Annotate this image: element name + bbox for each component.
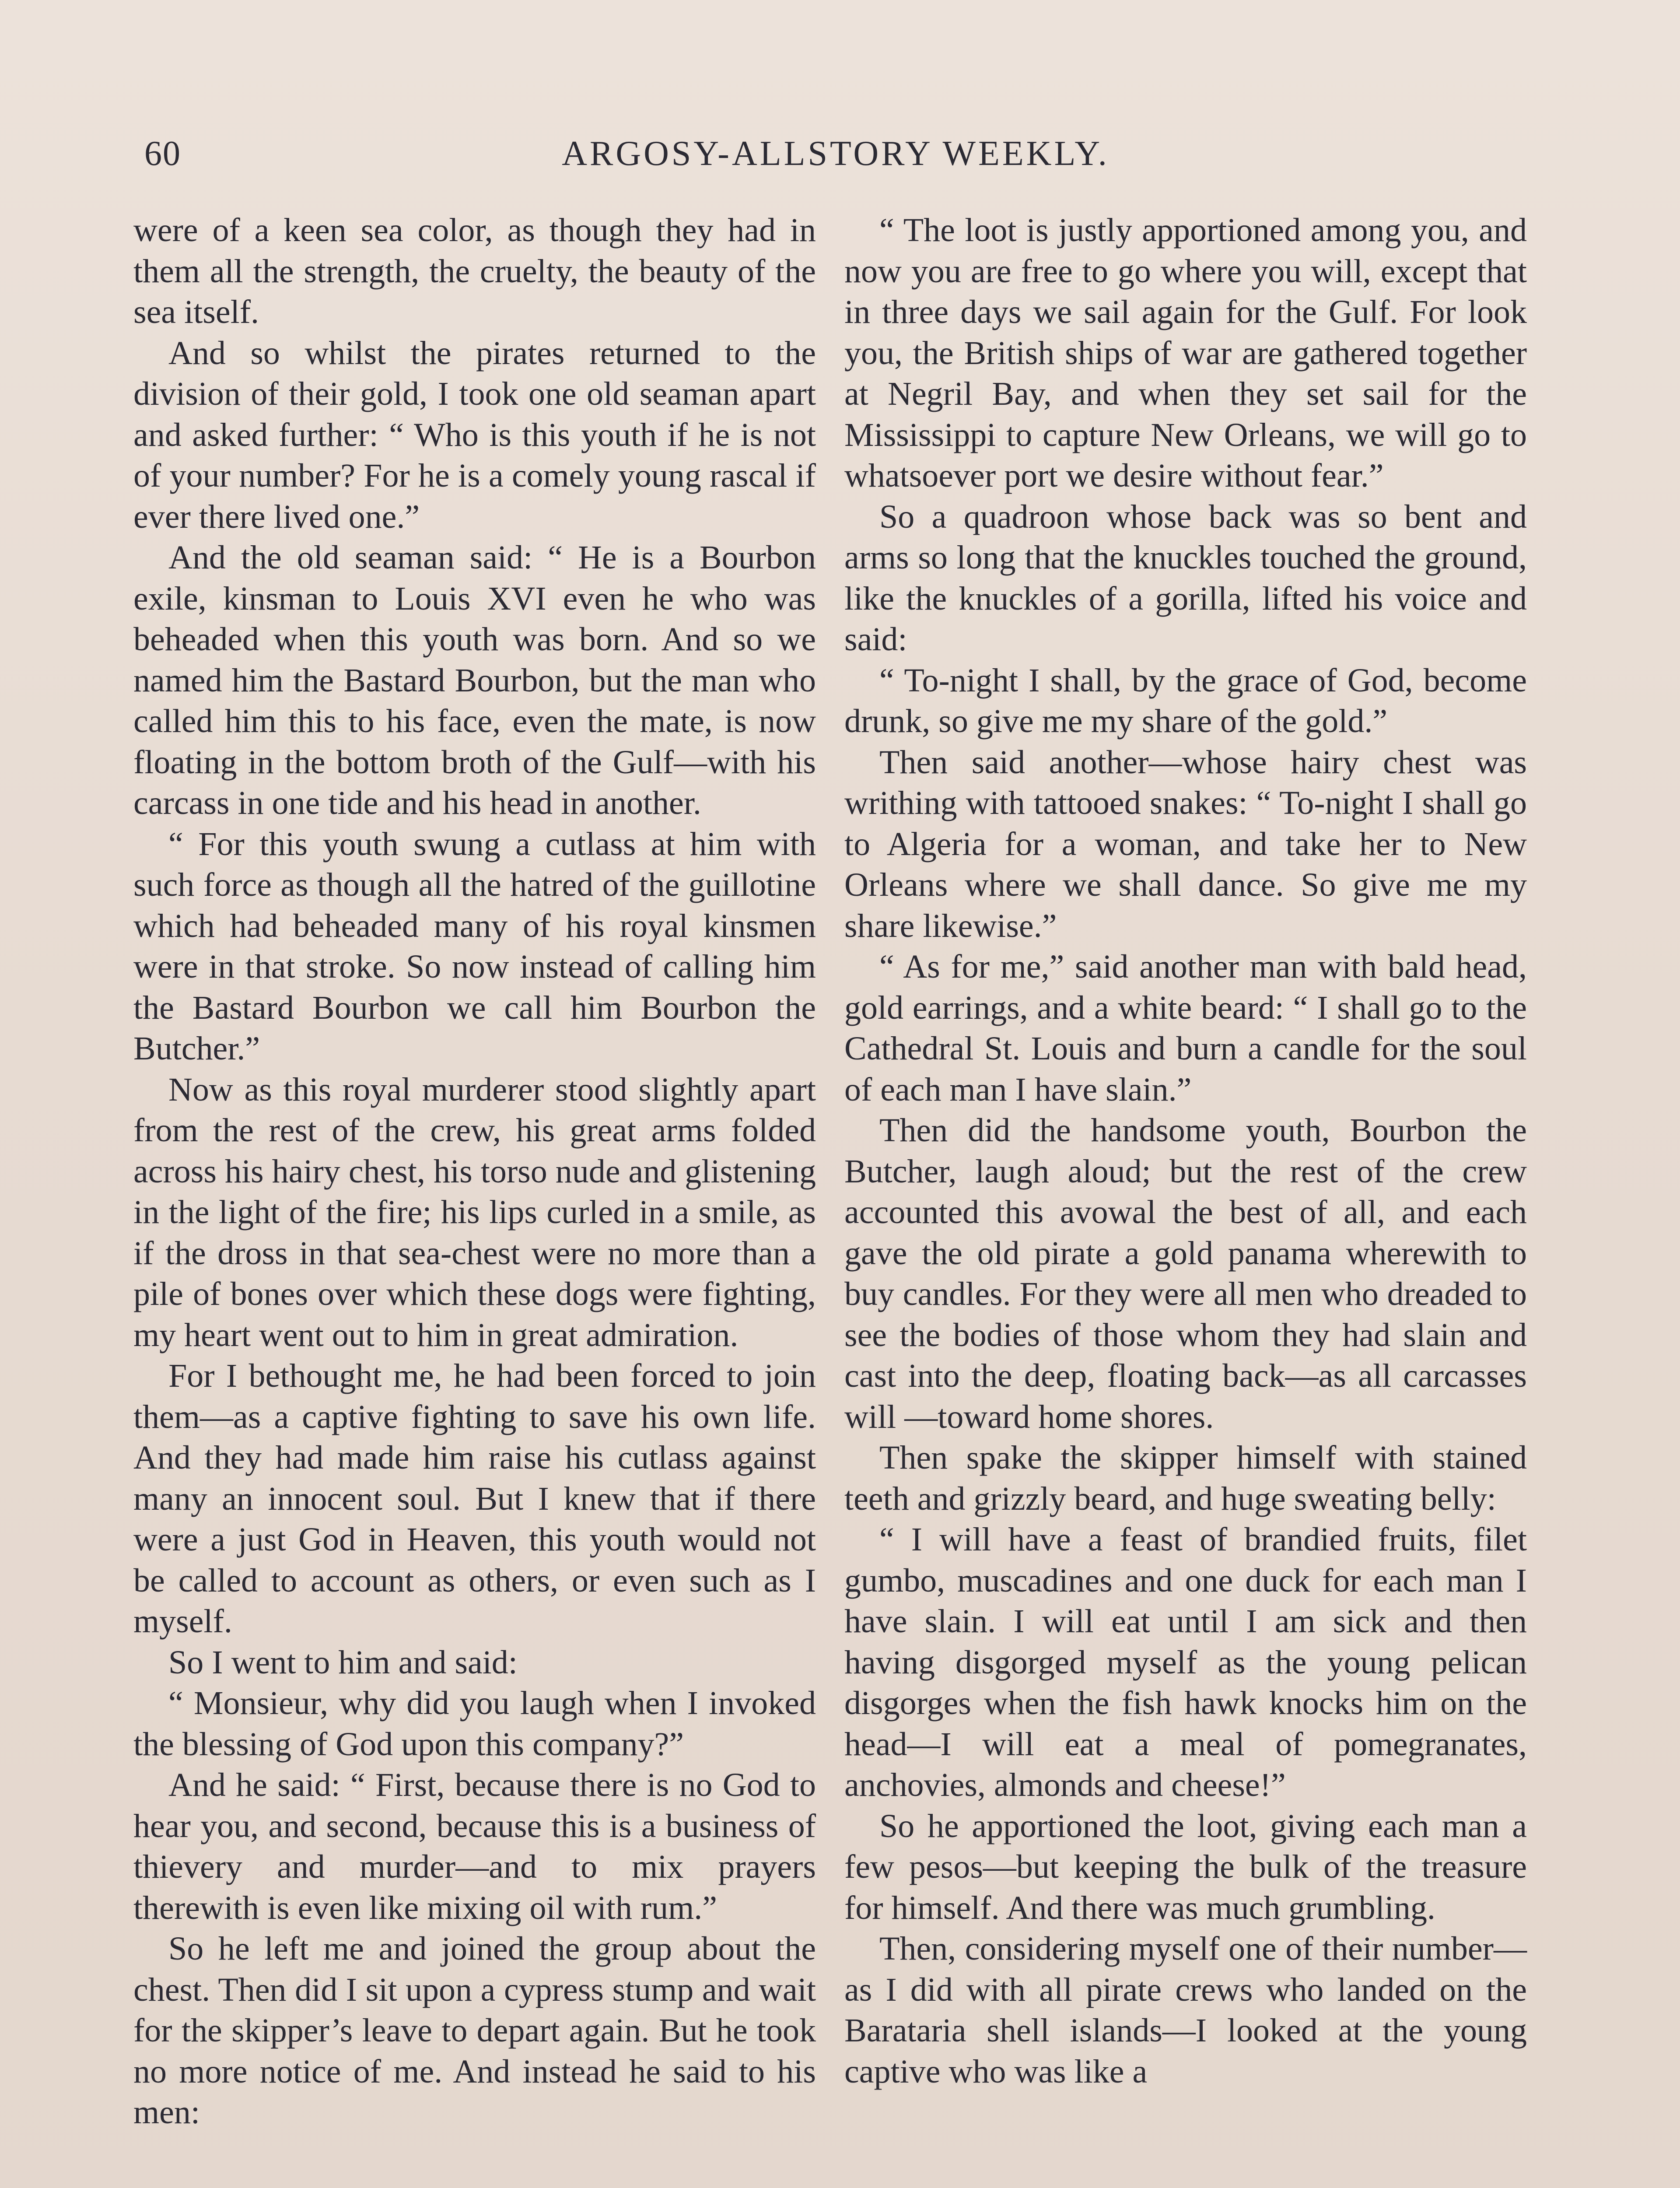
paragraph: And so whilst the pirates returned to the division of their gold, I took one old seaman apart and asked further: “ Who is this youth if he is not of your number? For he is a comely young rascal if ever there lived one.” <box>133 334 816 535</box>
paragraph: were of a keen sea color, as though they had in them all the strength, the cruelty, the beauty of the sea itself. <box>133 212 816 330</box>
paragraph: Then spake the skipper himself with stained teeth and grizzly beard, and huge sweating belly: <box>844 1439 1527 1517</box>
paragraph: Then did the handsome youth, Bourbon the Butcher, laugh aloud; but the rest of the crew accounted this avowal the best of all, and each gave the old pirate a gold panama wherewith to buy candles. For they were all men who dreaded to see the bodies of those whom they had slain and cast into the deep, floating back—as all carcasses will —toward home shores. <box>844 1112 1527 1435</box>
paragraph: For I bethought me, he had been forced to join them—as a captive fighting to save his own life. And they had made him raise his cutlass against many an innocent soul. But I knew that if there were a just God in Heaven, this youth would not be called to account as others, or even such as I myself. <box>133 1357 816 1640</box>
paragraph: “ To-night I shall, by the grace of God, become drunk, so give me my share of the gold.” <box>844 662 1527 740</box>
paragraph: Then said another—whose hairy chest was writhing with tattooed snakes: “ To-night I shall go to Algeria for a woman, and take her to New Orleans where we shall dance. So give me my share likewise.” <box>844 743 1527 944</box>
paragraph: “ I will have a feast of brandied fruits, filet gumbo, muscadines and one duck for each man I have slain. I will eat until I am sick and then having disgorged myself as the young pelican disgorges when the fish hawk knocks him on the head—I will eat a meal of pomegranates, anchovies, almonds and cheese!” <box>844 1521 1527 1803</box>
paragraph: Then, considering myself one of their number—as I did with all pirate crews who landed on the Barataria shell islands—I looked at the young captive who was like a <box>844 1930 1527 2090</box>
paragraph: So a quadroon whose back was so bent and arms so long that the knuckles touched the ground, like the knuckles of a gorilla, lifted his voice and said: <box>844 498 1527 658</box>
right-column <box>844 210 1527 2092</box>
page-number: 60 <box>144 134 181 173</box>
paragraph: “ Monsieur, why did you laugh when I invoked the blessing of God upon this company?” <box>133 1685 816 1763</box>
paragraph: “ The loot is justly apportioned among you, and now you are free to go where you will, except that in three days we sail again for the Gulf. For look you, the British ships of war are gathered together at Negril Bay, and when they set sail for the Mississippi to capture New Orleans, we will go to whatsoever port we desire without fear.” <box>844 212 1527 494</box>
paragraph: And the old seaman said: “ He is a Bourbon exile, kinsman to Louis XVI even he who was beheaded when this youth was born. And so we named him the Bastard Bourbon, but the man who called him this to his face, even the mate, is now floating in the bottom broth of the Gulf—with his carcass in one tide and his head in another. <box>133 539 816 821</box>
paragraph: And he said: “ First, because there is no God to hear you, and second, because this is a business of thievery and murder—and to mix prayers therewith is even like mixing oil with rum.” <box>133 1767 816 1926</box>
paragraph: “ As for me,” said another man with bald head, gold earrings, and a white beard: “ I shall go to the Cathedral St. Louis and burn a candle for the soul of each man I have slain.” <box>844 948 1527 1108</box>
paragraph: So I went to him and said: <box>168 1644 518 1681</box>
paragraph: So he left me and joined the group about the chest. Then did I sit upon a cypress stump and wait for the skipper’s leave to depart again. But he took no more notice of me. And instead he said to his men: <box>133 1930 816 2131</box>
page-header <box>144 130 1527 178</box>
paragraph: So he apportioned the loot, giving each man a few pesos—but keeping the bulk of the treasure for himself. And there was much grumbling. <box>844 1807 1527 1926</box>
paragraph: Now as this royal murderer stood slightly apart from the rest of the crew, his great arms folded across his hairy chest, his torso nude and glistening in the light of the fire; his lips curled in a smile, as if the dross in that sea-chest were no more than a pile of bones over which these dogs were fighting, my heart went out to him in great admiration. <box>133 1071 816 1353</box>
left-column <box>133 210 816 2133</box>
paragraph: “ For this youth swung a cutlass at him with such force as though all the hatred of the guillotine which had beheaded many of his royal kinsmen were in that stroke. So now instead of calling him the Bastard Bourbon we call him Bourbon the Butcher.” <box>133 825 816 1067</box>
running-title: ARGOSY-ALLSTORY WEEKLY. <box>562 134 1110 173</box>
